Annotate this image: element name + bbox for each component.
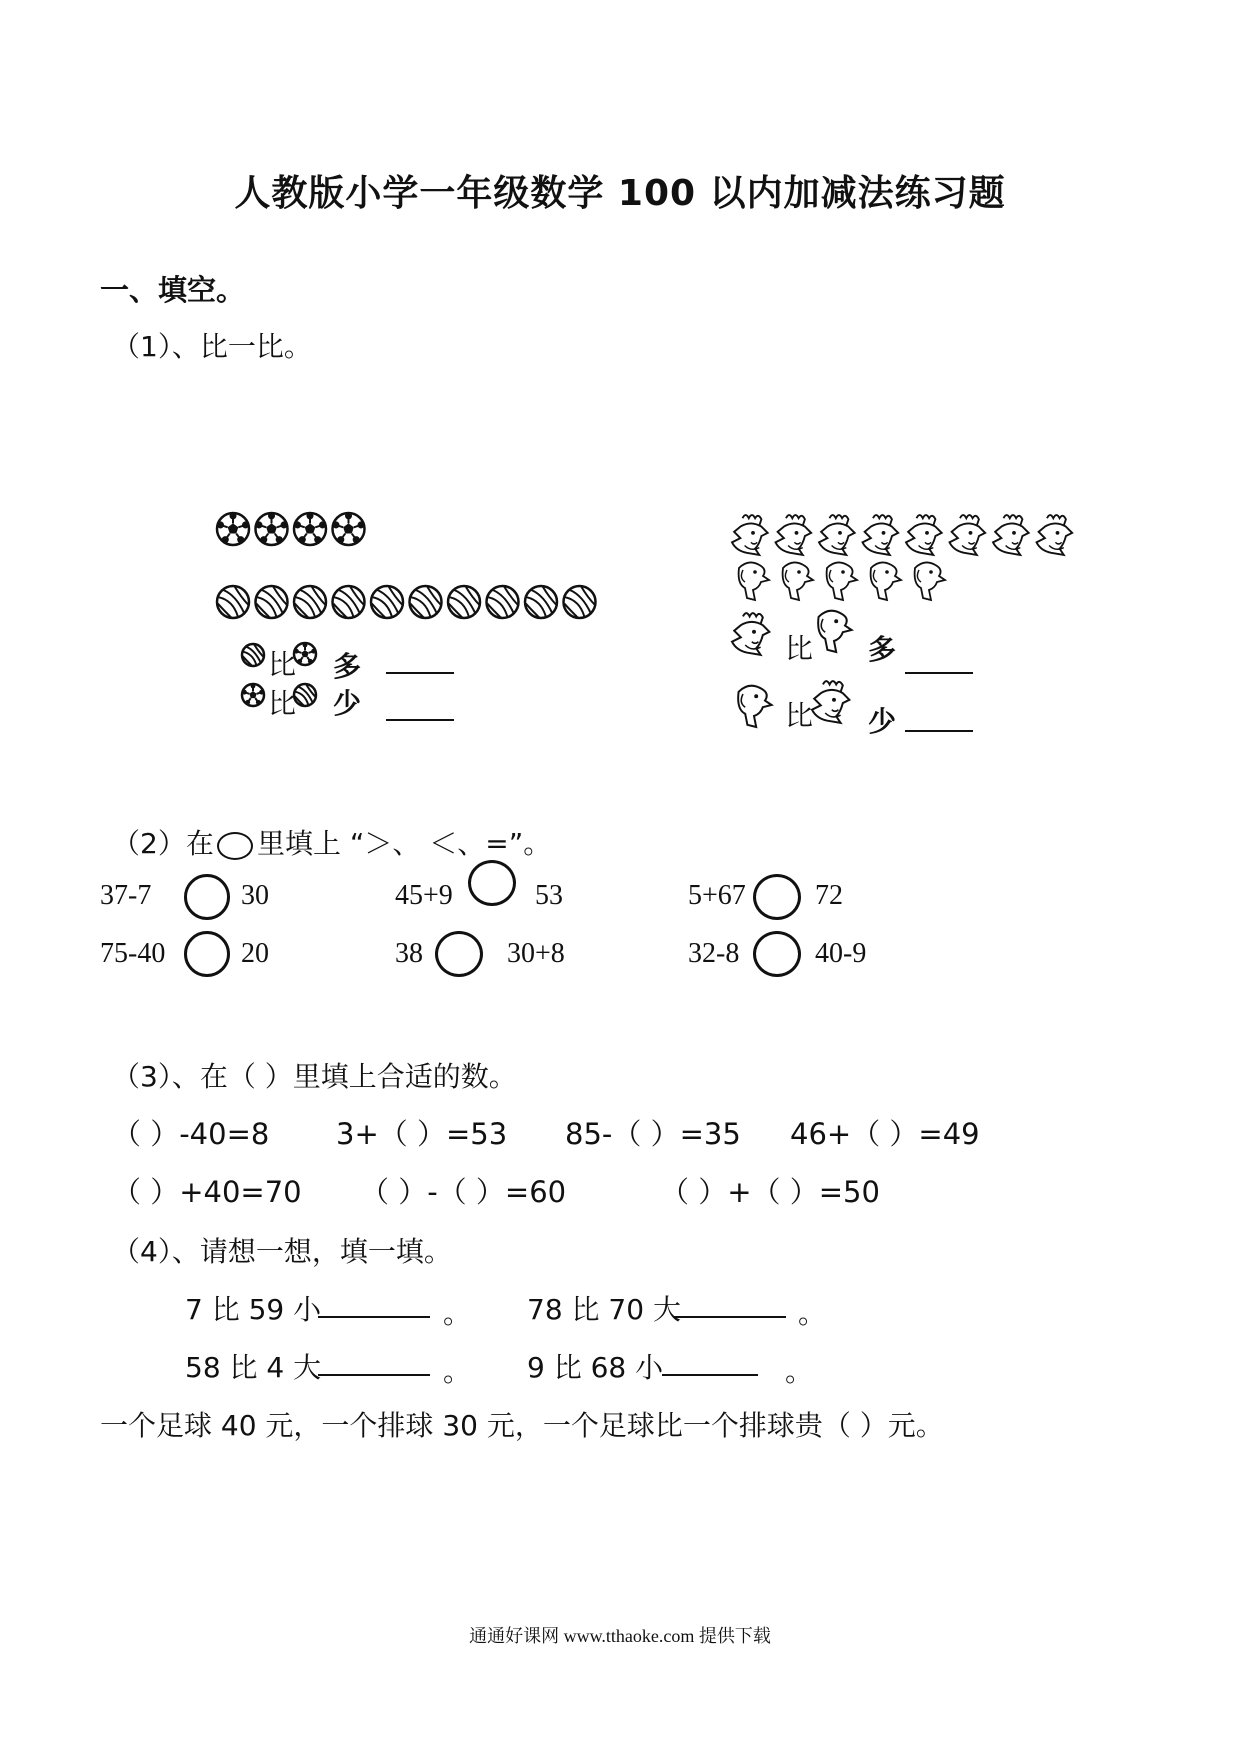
rooster-icon [732,613,769,655]
rooster-icon [776,515,812,555]
right-compare-word-1: 比 [785,632,814,665]
volleyball-icon [294,586,326,618]
soccer-ball-icon [294,512,326,545]
q2-label-a: （2）在 [112,827,214,860]
fill-eq-4[interactable]: 46+（ ）=49 [790,1117,980,1151]
compare-circle-6[interactable] [753,931,801,977]
think-blank-2[interactable] [674,1316,786,1318]
think-end-3: 。 [443,1355,472,1388]
chick-icon [827,562,857,600]
right-more-blank[interactable] [905,672,973,674]
volleyball-icon [242,644,264,666]
left-compare-word-2: 比 [268,687,297,720]
compare-circle-1[interactable] [184,874,230,920]
think-blank-3[interactable] [318,1374,430,1376]
compare-right-5: 30+8 [507,938,565,969]
chick-icon [739,562,769,600]
volleyball-icon [294,684,316,706]
think-end-4: 。 [785,1355,814,1388]
soccer-ball-icon [256,512,288,545]
chick-icon [871,562,901,600]
volleyball-icon [487,586,519,618]
compare-circle-5[interactable] [435,931,483,977]
think-item-4: 9 比 68 小 [527,1351,664,1384]
circle-symbol-icon [217,832,253,860]
rooster-icon [993,515,1029,555]
soccer-ball-icon [217,512,249,545]
fill-eq-3[interactable]: 85-（ ）=35 [565,1117,741,1151]
fill-eq-2[interactable]: 3+（ ）=53 [336,1117,508,1151]
rooster-icon [819,515,855,555]
left-more-label: 多 [333,650,362,683]
left-compare-word-1: 比 [268,648,297,681]
think-end-1: 。 [443,1297,472,1330]
soccer-ball-icon [294,643,316,665]
rooster-icon [863,515,899,555]
compare-right-4: 20 [241,938,269,969]
left-less-blank[interactable] [386,719,454,721]
chick-icon [818,611,851,652]
q2-label-b: 里填上 “＞、 ＜、=”。 [257,827,552,860]
compare-circle-4[interactable] [184,931,230,977]
q4-label: （4）、请想一想，填一填。 [112,1235,452,1268]
right-more-label: 多 [868,633,897,666]
compare-left-4: 75-40 [100,938,166,969]
word-problem: 一个足球 40 元，一个排球 30 元，一个足球比一个排球贵（ ）元。 [100,1409,944,1442]
volleyball-icon [564,586,596,618]
soccer-ball-icon [333,512,365,545]
think-blank-1[interactable] [318,1316,430,1318]
chick-icon [915,562,945,600]
compare-right-1: 30 [241,880,269,911]
right-less-blank[interactable] [905,730,973,732]
volleyball-icon [333,586,365,618]
volleyball-icon [371,586,403,618]
compare-left-3: 5+67 [688,880,746,911]
volleyball-icon [256,586,288,618]
think-item-2: 78 比 70 大 [527,1293,681,1326]
fill-eq-1[interactable]: （ ）-40=8 [112,1117,270,1151]
compare-right-6: 40-9 [815,938,867,969]
compare-circle-3[interactable] [753,874,801,920]
compare-right-2: 53 [535,880,563,911]
rooster-icon [732,515,768,555]
left-more-blank[interactable] [386,672,454,674]
chick-icon [738,686,771,727]
volleyball-icon [525,586,557,618]
q1-label: （1）、比一比。 [112,330,312,363]
rooster-icon [1037,515,1073,555]
compare-right-3: 72 [815,880,843,911]
fill-eq-6[interactable]: （ ）-（ ）=60 [360,1175,567,1209]
compare-left-1: 37-7 [100,880,152,911]
q3-label: （3）、在（ ）里填上合适的数。 [112,1060,517,1093]
section-heading: 一、填空。 [100,273,246,307]
compare-circle-2[interactable] [468,860,516,906]
volleyball-icon [448,586,480,618]
think-item-1: 7 比 59 小 [185,1293,322,1326]
volleyball-icon [217,586,249,618]
fill-eq-7[interactable]: （ ）+（ ）=50 [660,1175,880,1209]
rooster-icon [950,515,986,555]
right-compare-word-2: 比 [785,699,814,732]
think-blank-4[interactable] [662,1374,758,1376]
left-less-label: 少 [333,687,362,720]
footer-credit: 通通好课网 www.tthaoke.com 提供下载 [469,1626,771,1646]
right-less-label: 少 [868,705,897,738]
rooster-icon [906,515,942,555]
rooster-icon [812,681,849,723]
think-end-2: 。 [798,1297,827,1330]
compare-left-5: 38 [395,938,423,969]
think-item-3: 58 比 4 大 [185,1351,322,1384]
page-title: 人教版小学一年级数学 100 以内加减法练习题 [234,173,1006,214]
compare-left-2: 45+9 [395,880,453,911]
soccer-ball-icon [242,684,264,706]
fill-eq-5[interactable]: （ ）+40=70 [112,1175,302,1209]
compare-left-6: 32-8 [688,938,740,969]
volleyball-icon [410,586,442,618]
chick-icon [783,562,813,600]
